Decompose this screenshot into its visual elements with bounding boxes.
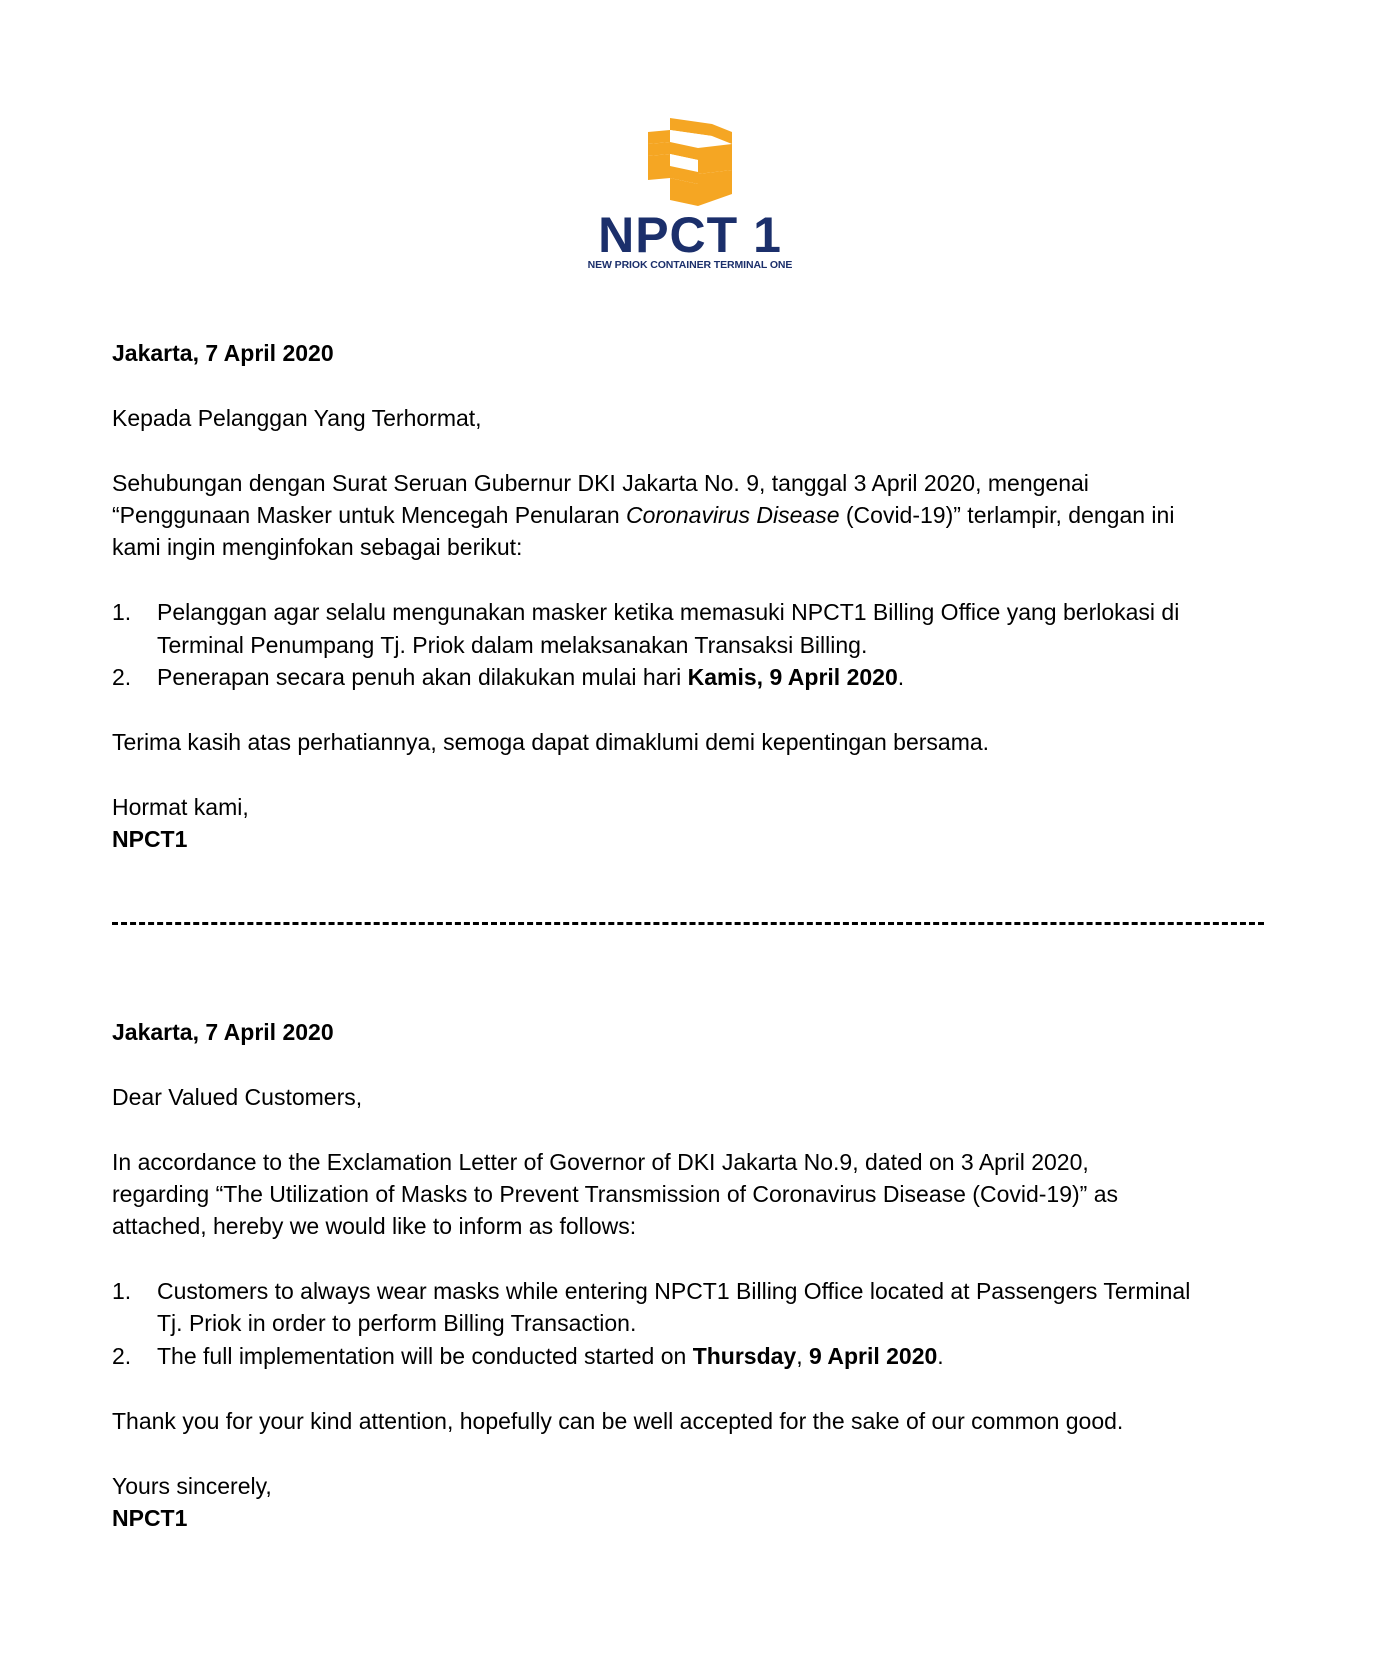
- en-salutation: Dear Valued Customers,: [112, 1084, 363, 1110]
- id-intro-text-a: “Penggunaan Masker untuk Mencegah Penularan: [112, 502, 627, 528]
- id-item-2: [157, 661, 904, 693]
- id-item-1-line-2: Terminal Penumpang Tj. Priok dalam melaksanakan Transaksi Billing.: [157, 632, 868, 658]
- id-item-1-line-1: Pelanggan agar selalu mengunakan masker ketika memasuki NPCT1 Billing Office yang berlokasi di: [157, 599, 1180, 625]
- section-divider: [112, 922, 1264, 925]
- id-intro-line-1: Sehubungan dengan Surat Seruan Gubernur DKI Jakarta No. 9, tanggal 3 April 2020, mengenai: [112, 470, 1089, 496]
- logo-wordmark: NPCT 1: [598, 207, 782, 263]
- en-item-1-line-2: Tj. Priok in order to perform Billing Transaction.: [157, 1310, 637, 1336]
- en-item-2-sep: ,: [796, 1343, 809, 1369]
- id-salutation: Kepada Pelanggan Yang Terhormat,: [112, 405, 482, 431]
- id-intro-line-3: kami ingin menginfokan sebagai berikut:: [112, 534, 523, 560]
- en-item-2-end: .: [937, 1343, 944, 1369]
- en-item-1-line-1: Customers to always wear masks while entering NPCT1 Billing Office located at Passengers Terminal: [157, 1278, 1191, 1304]
- id-item-2-end: .: [897, 664, 905, 690]
- id-intro-line-2: [112, 499, 1174, 531]
- en-date: Jakarta, 7 April 2020: [112, 1019, 334, 1045]
- id-regards: Hormat kami,: [112, 794, 249, 820]
- id-signature: NPCT1: [112, 826, 188, 852]
- en-item-2-date: 9 April 2020: [809, 1343, 938, 1369]
- en-item-2: [157, 1340, 944, 1372]
- npct1-logo: [570, 118, 810, 278]
- id-intro-italic: Coronavirus Disease: [626, 502, 840, 528]
- id-intro-text-c: (Covid-19)” terlampir, dengan ini: [839, 502, 1175, 528]
- en-item-2-text: The full implementation will be conducted started on: [157, 1343, 693, 1369]
- en-item-1-number: 1.: [112, 1278, 132, 1304]
- id-date: Jakarta, 7 April 2020: [112, 340, 334, 366]
- id-item-2-number: 2.: [112, 664, 132, 690]
- en-item-2-number: 2.: [112, 1343, 132, 1369]
- en-regards: Yours sincerely,: [112, 1473, 272, 1499]
- id-item-2-text: Penerapan secara penuh akan dilakukan mulai hari: [157, 664, 688, 690]
- en-intro-line-1: In accordance to the Exclamation Letter of Governor of DKI Jakarta No.9, dated on 3 April 2020,: [112, 1149, 1089, 1175]
- npct1-logo-mark-icon: [640, 118, 740, 210]
- en-closing: Thank you for your kind attention, hopefully can be well accepted for the sake of our common good.: [112, 1408, 1124, 1434]
- id-closing: Terima kasih atas perhatiannya, semoga dapat dimaklumi demi kepentingan bersama.: [112, 729, 990, 755]
- id-item-1-number: 1.: [112, 599, 132, 625]
- en-signature: NPCT1: [112, 1505, 188, 1531]
- en-intro-line-3: attached, hereby we would like to inform as follows:: [112, 1213, 637, 1239]
- logo-subtitle: NEW PRIOK CONTAINER TERMINAL ONE: [587, 259, 793, 271]
- en-intro-line-2: regarding “The Utilization of Masks to Prevent Transmission of Coronavirus Disease (Covid-19)” as: [112, 1181, 1119, 1207]
- en-item-2-day: Thursday: [692, 1343, 797, 1369]
- id-item-2-date: Kamis, 9 April 2020: [687, 664, 898, 690]
